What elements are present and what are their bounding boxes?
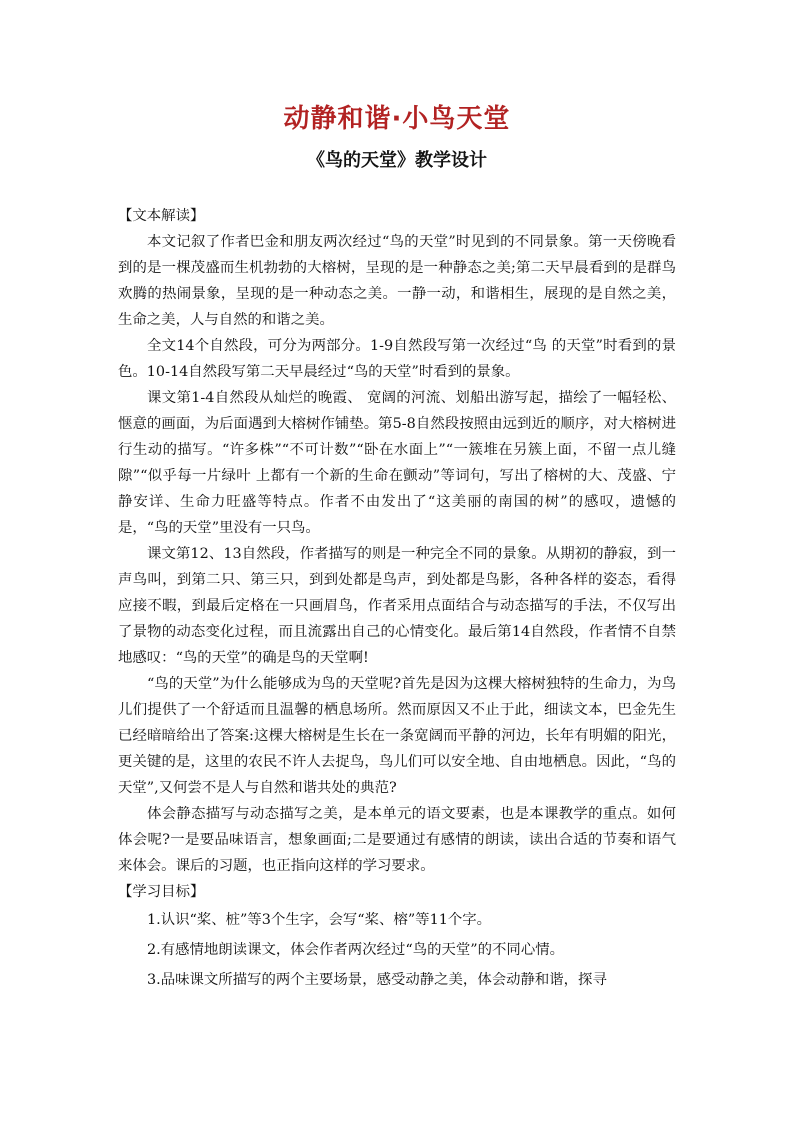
paragraph: 课文第12、13自然段，作者描写的则是一种完全不同的景象。从期初的静寂，到一声鸟叫，到第二只、第三只，到到处都是鸟声，到处都是鸟影，各种各样的姿态，看得应接不暇，到最后定格在一只画眉鸟，作者采用点面结合与动态描写的手法，不仅写出了景物的动态变化过程，而且流露出自己的心情变化。最后第14自然段，作者情不自禁地感叹：“鸟的天堂”的确是鸟的天堂啊! [118,546,676,666]
page-subtitle: 《鸟的天堂》教学设计 [307,150,487,171]
paragraph: 体会静态描写与动态描写之美，是本单元的语文要素，也是本课教学的重点。如何体会呢?一是要品味语言，想象画面;二是要通过有感情的朗读，读出合适的节奏和语气来体会。课后的习题，也正指向这样的学习要求。 [118,806,676,874]
paragraph: “鸟的天堂”为什么能够成为鸟的天堂呢?首先是因为这棵大榕树独特的生命力，为鸟儿们提供了一个舒适而且温馨的栖息场所。然而原因又不止于此，细读文本，巴金先生已经暗暗给出了答案:这棵大榕树是生长在一条宽阔而平静的河边，长年有明媚的阳光，更关键的是，这里的农民不许人去捉鸟，鸟儿们可以安全地、自由地栖息。因此，“鸟的天堂”,又何尝不是人与自然和谐共处的典范? [118,676,676,796]
paragraph: 课文第1-4自然段从灿烂的晚霞、 宽阔的河流、划船出游写起，描绘了一幅轻松、 惬意的画面，为后面遇到大榕树作铺垫。第5-8自然段按照由远到近的顺序，对大榕树进行生动的描写。“许多株”“不可计数”“卧在水面上”“一簇堆在另簇上面，不留一点儿缝隙”“似乎每一片绿叶 上都有一个新的生命在颤动”等词句，写出了榕树的大、茂盛、宁静安详、生命力旺盛等特点。作者不由发出了“这美丽的南国的树”的感叹，遗憾的是，“鸟的天堂”里没有一只鸟。 [118,390,676,536]
document-body [118,203,676,997]
list-item: 1.认识“桨、桩”等3个生字，会写“桨、榕”等11个字。 [147,912,492,928]
paragraph: 本文记叙了作者巴金和朋友两次经过“鸟的天堂”时见到的不同景象。第一天傍晚看到的是一棵茂盛而生机勃勃的大榕树，呈现的是一种静态之美;第二天早晨看到的是群鸟欢腾的热闹景象，呈现的是一种动态之美。一静一动，和谐相生，展现的是自然之美，生命之美，人与自然的和谐之美。 [118,234,676,328]
section-heading-text-analysis: 【文本解读】 [118,208,205,224]
page-title: 动静和谐·小鸟天堂 [283,104,511,134]
section-heading-learning-goals: 【学习目标】 [118,884,205,900]
list-item: 3.品味课文所描写的两个主要场景，感受动静之美，体会动静和谐，探寻 [147,972,607,988]
learning-goals-list [118,907,676,993]
paragraph: 全文14个自然段，可分为两部分。1-9自然段写第一次经过“鸟 的天堂”时看到的景色。10-14自然段写第二天早晨经过“鸟的天堂”时看到的景象。 [118,338,676,380]
list-item: 2.有感情地朗读课文，体会作者两次经过“鸟的天堂”的不同心情。 [147,942,564,958]
